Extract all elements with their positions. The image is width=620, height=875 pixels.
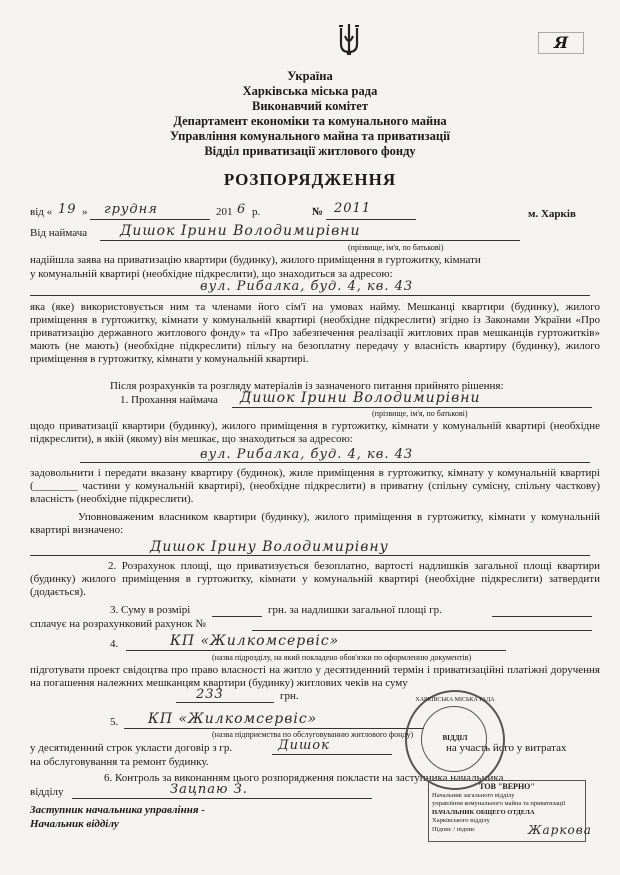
document-title: РОЗПОРЯДЖЕННЯ (223, 170, 397, 189)
paragraph-4: щодо приватизації квартири (будинку), жилого приміщення в гуртожитку, кімнати у комунальній квартирі (необхідне підкреслити), в якій (якому) він мешкає, що знаходиться за адресою: (30, 420, 600, 445)
paragraph-11-a: у десятиденний строк укласти договір з гр. (30, 742, 233, 754)
paragraph-13: 6. Контроль за виконанням цього розпорядження покласти на заступника начальника (104, 772, 504, 784)
item-1-label: 1. Прохання наймача (120, 394, 218, 406)
header-city-council: Харківська міська рада (242, 84, 378, 98)
city: м. Харків (528, 208, 576, 220)
signature-title-2: Начальник відділу (30, 818, 119, 830)
number-label: № (312, 206, 324, 218)
header-division: Відділ приватизації житлового фонду (204, 144, 416, 158)
item-1-name: Дишок Ірини Володимирівни (240, 390, 481, 406)
paragraph-1-line-1: надійшла заява на приватизацію квартири (будинку), жилого приміщення в гуртожитку, кімнати (30, 254, 481, 266)
date-prefix: від « (30, 206, 53, 218)
corner-mark: Я (538, 32, 584, 54)
item-4-label: 4. (110, 638, 119, 650)
sum-handwritten: 233 (196, 687, 224, 702)
document-number: 2011 (334, 201, 372, 216)
header-committee: Виконавчий комітет (252, 99, 368, 113)
item-4-handwritten: КП «Жилкомсервіс» (170, 633, 340, 649)
paragraph-11-handwritten: Дишок (278, 738, 330, 753)
paragraph-13-handwritten: Зацпаю З. (170, 782, 248, 797)
paragraph-8-b: грн. за надлишки загальної площі гр. (268, 604, 442, 616)
owner-handwritten: Дишок Ірину Володимирівну (150, 539, 389, 555)
date-year-suffix: 6 (237, 202, 247, 217)
address-handwritten: вул. Рибалка, буд. 4, кв. 43 (200, 279, 414, 294)
date-day: 19 (58, 202, 77, 217)
paragraph-12: на обслуговування та ремонт будинку. (30, 756, 209, 768)
header-department: Департамент економіки та комунального майна (173, 114, 447, 128)
date-mid: » (82, 206, 88, 218)
date-year-prefix: 201 (216, 206, 233, 218)
signature-title-1: Заступник начальника управління - (30, 804, 205, 816)
rect-stamp-line-1: ТОВ "ВЕРНО" (479, 782, 535, 791)
rect-stamp-line-4: НАЧАЛЬНИК ОБЩЕГО ОТДЕЛА (432, 808, 535, 816)
rect-stamp-line-3: управління комунального майна та приватизації (432, 800, 566, 807)
address-handwritten-2: вул. Рибалка, буд. 4, кв. 43 (200, 447, 414, 462)
date-r: р. (252, 206, 261, 218)
paragraph-2: яка (яке) використовується ним та членами його сім'ї на умовах найму. Мешканці квартири (будинку), жилого приміщення в гуртожитку, кімнати у комунальній квартирі (необхідне підкреслити) згідно із Законами України «Про приватизацію державного житлового фонду» та «Про забезпечення реалізації житлових прав мешканців гуртожитків» мають (не мають) (необхідне підкреслити) пільгу на безоплатну передачу у власність квартиру (будинку), жилого приміщення в гуртожитку, кімнати у комунальній квартирі. (30, 301, 600, 365)
paragraph-6: Уповноваженим власником квартири (будинку), жилого приміщення в гуртожитку, кімнати у комунальній квартирі визначено: (30, 511, 600, 536)
rect-stamp-line-6: Підпис / підпис (432, 825, 476, 833)
paragraph-5: задовольнити і передати вказану квартиру (будинок), жиле приміщення в гуртожитку, кімнату у комунальній квартирі (________ частини у комунальній квартирі), (необхідне підкреслити) в приватну (спільну сумісну, спільну часткову) власність (необхідне підкреслити). (30, 467, 600, 505)
header-management: Управління комунального майна та приватизації (169, 129, 451, 143)
round-stamp-text: ХАРКІВСЬКА МІСЬКА РАДА (415, 697, 495, 703)
paragraph-7: 2. Розрахунок площі, що приватизується безоплатно, вартості надлишків загальної площі квартири (будинку) жилого приміщення в гуртожитку, кімнати у комунальній квартирі (необхідне підкреслити) затвердити (додається). (30, 560, 600, 598)
trident-emblem-icon (336, 22, 362, 58)
paragraph-8-a: 3. Суму в розмірі (110, 604, 191, 616)
date-month: грудня (104, 202, 158, 217)
paragraph-3: Після розрахунків та розгляду матеріалів із зазначеного питання прийнято рішення: (110, 380, 504, 392)
paragraph-10: підготувати проект свідоцтва про право власності на житло у десятиденний термін і приватизаційні платіжні доручення на погашення належних мешканцям квартири (будинку) житлових чеків на суму (30, 664, 600, 689)
item-1-caption: (прізвище, ім'я, по батькові) (372, 409, 468, 418)
stamp-signature: Жаркова (528, 823, 592, 837)
item-5-caption: (назва підприємства по обслуговуванню житлового фонду) (212, 730, 414, 739)
name-caption: (прізвище, ім'я, по батькові) (348, 243, 444, 252)
round-stamp (405, 690, 505, 790)
item-4-caption: (назва підрозділу, на який покладено обов'язки по оформленню документів) (212, 653, 472, 662)
item-5-label: 5. (110, 716, 119, 728)
tenant-label: Від наймача (30, 227, 88, 239)
paragraph-11-b: на участь його у витратах (446, 742, 567, 754)
item-5-handwritten: КП «Жилкомсервіс» (148, 711, 318, 727)
paragraph-1-line-2: у комунальній квартирі (необхідне підкреслити), що знаходиться за адресою: (30, 268, 393, 280)
tenant-name: Дишок Ірини Володимирівни (120, 223, 361, 239)
rect-stamp-line-2: Начальник загального відділу (432, 791, 515, 799)
header-country: Україна (287, 69, 333, 83)
round-stamp-center: ВІДДІЛ (442, 734, 468, 742)
rect-stamp-line-5: Харківського відділу (432, 817, 490, 824)
paragraph-9: сплачує на розрахунковий рахунок № (30, 618, 206, 630)
paragraph-13-b: відділу (30, 786, 64, 798)
sum-unit: грн. (280, 690, 299, 702)
